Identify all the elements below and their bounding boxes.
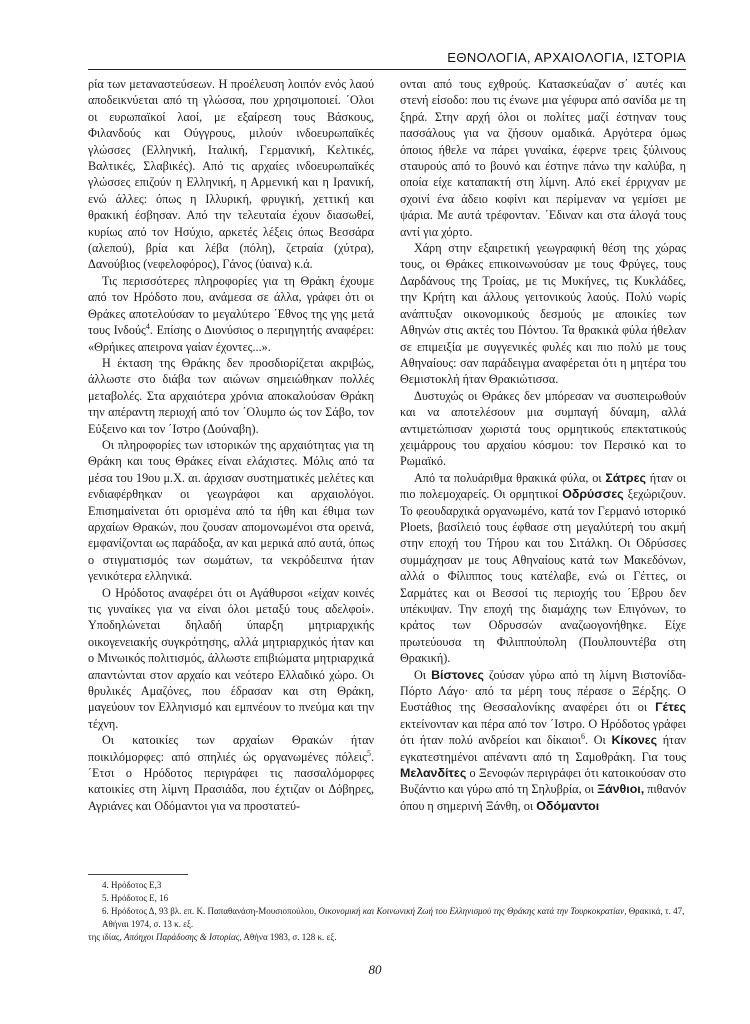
tribe-name: Μελανδίτες — [400, 766, 467, 781]
text: ξεχώριζουν. Το φεουδαρχικά οργανωμένο, κατά τον Γερμανό ιστορικό Ploets, βασίλειό τους έφθασε στη μεγαλύτερή του ακμή στην εποχή του Τήρου και του Σιτάλκη. Οι Οδρύσσες συμμάχησαν με τους Αθηναίους κατά των Μακεδόνων, αλλά ο Φίλιππος τους κατέλαβε, ενώ οι Γέττες, οι Σαρμάτες και οι Βεσσοί τις περιοχής του ΄Εβρου δεν υπέκυψαν. Την εποχή της διαμάχης των Επιγόνων, το κράτος των Οδρυσσών αναζωογονήθηκε. Είχε πρωτεύουσα τη Φιλιππούπολη (Πουλπουντέβα στη Θρακική). — [400, 487, 686, 666]
text: . ΄Ετσι ο Ηρόδοτος περιγράφει τις πασσαλόμορφες κατοικίες στη λίμνη Πρασιάδα, που έχτιζαν οι Δόβηρες, Αγριάνες και Οδόμαντοι για να προστατεύ- — [88, 749, 374, 813]
text: Τις περισσότερες πληροφορίες για τη Θράκη έχουμε από τον Ηρόδοτο που, ανάμεσα σε άλλα, γράφει ότι οι Θράκες αποτελούσαν το μεγαλύτερο ΄Εθνος της γης μετά τους Ινδούς — [88, 273, 374, 338]
text: Από τα πολυάριθμα θρακικά φύλα, οι — [414, 470, 606, 485]
tribe-name: Γέτες — [655, 700, 686, 715]
tribe-name: Σάτρες — [605, 470, 646, 485]
text: ήταν οι πιο πολεμοχαρείς. Οι ορμητικοί — [400, 470, 686, 502]
tribe-name: Ξάνθιοι, — [597, 782, 645, 797]
footnote-continuation — [88, 931, 686, 944]
right-column — [400, 76, 686, 814]
text: , Αθήνα 1983, σ. 128 κ. εξ. — [239, 932, 337, 942]
paragraph: Δυστυχώς οι Θράκες δεν μπόρεσαν να συσπειρωθούν και να αποτελέσουν μια συμπαγή δύναμη, αλλά αντιμετώπισαν χωριστά τους ορμητικούς επεκτατικούς χειμάρρους του αρχαίου κόσμου: τον Περσικό και το Ρωμαϊκό. — [400, 388, 686, 469]
tribe-name: Βίστονες — [431, 667, 484, 682]
cited-title: Απόηχοι Παράδοσης & Ιστορίας — [124, 932, 240, 942]
paragraph: Χάρη στην εξαιρετική γεωγραφική θέση της χώρας τους, οι Θράκες επικοινωνούσαν με τους Φρύγες, τους Δαρδάνους της Τροίας, με τις Μυκήνες, τις Κυκλάδες, την Κρήτη και άλλους γειτονικούς λαούς. Πολύ νωρίς ανάπτυξαν οικονομικούς δεσμούς με αποικίες των Αθηνών στις ακτές του Πόντου. Τα θρακικά φύλα ήθελαν σε επιμειξία με συγγενικές φυλές και πιο πολύ με τους Αθηναίους: σαν παράδειγμα αναφέρεται ότι η μητέρα του Θεμιστοκλή ήταν Θρακιώτισσα. — [400, 241, 686, 387]
footnote-rule — [88, 874, 188, 875]
paragraph: ονται από τους εχθρούς. Κατασκεύαζαν σ΄ αυτές και στενή είσοδο: που τις ένωνε μια γέφυρα από σανίδα με τη ξηρά. Στην αρχή όλοι οι πολίτες μαζί έστηναν τους πασσάλους για να ζήσουν ομαδικά. Αργότερα όμως όποιος ήθελε να πάρει γυναίκα, έφερνε τρεις ξύλινους σταυρούς από το βουνό και έστηνε πάνω την καλύβα, η οποία είχε καταπακτή στη λίμνη. Από εκεί έρριχναν με σχοινί ένα άδειο κοφίνι και περίμεναν να γεμίσει με ψάρια. Με αυτά τρέφονταν. ΄Εδιναν και στα άλογά τους αντί για χόρτο. — [400, 77, 686, 239]
tribe-name: Οδρύσσες — [562, 487, 624, 502]
text: της ιδίας, — [88, 932, 124, 942]
footnote-ref: 5 — [366, 748, 371, 758]
paragraph: Ο Ηρόδοτος αναφέρει ότι οι Αγάθυρσοι «είχαν κοινές τις γυναίκες για να είναι όλοι μεταξύ τους αδελφοί». Υποδηλώνεται δηλαδή ύπαρξη μητριαρχικής οικογενειακής συγκρότησης, αλλά μητριαρχικός ήταν και ο Μινωικός πολιτισμός, άλλωστε επιβιώματα μητριαρχικά απαντώνται στον αρχαίο και νεότερο Ελλαδικό χώρο. Οι θρυλικές Αμαζόνες, που έδρασαν και στη Θράκη, μαγεύουν τον Ελληνισμό και εμπνέουν το πνεύμα και την τέχνη. — [88, 585, 374, 731]
text: ζούσαν γύρω από τη λίμνη Βιστονίδα-Πόρτο Λάγο· από τα μέρη τους πέρασε ο Ξέρξης. Ο Ευστάθιος της Θεσσαλονίκης αναφέρει ότι οι — [400, 667, 686, 715]
paragraph — [400, 667, 686, 815]
text: πιθανόν όπου η σημερινή Ξάνθη, οι — [400, 782, 686, 813]
footnote — [88, 905, 686, 931]
paragraph: Η έκταση της Θράκης δεν προσδιορίζεται ακριβώς, άλλωστε στο διάβα των αιώνων σημειώθηκαν πολλές μεταβολές. Στα αρχαιότερα χρόνια αποκαλούσαν Θράκη την απέραντη περιοχή από τον ΄Ολυμπο ώς τον Σάβο, τον Εύξεινο και τον ΄Ιστρο (Δούναβη). — [88, 355, 374, 436]
footnote: 4. Ηρόδοτος Ε,3 — [102, 880, 162, 890]
text: 6. Ηρόδοτος Δ, 93 βλ. επ. Κ. Παπαθανάση-Μουσιοπούλου, — [102, 906, 319, 916]
running-header: ΕΘΝΟΛΟΓΙΑ, ΑΡΧΑΙΟΛΟΓΙΑ, ΙΣΤΟΡΙΑ — [447, 50, 686, 65]
text: , Θρακικά, τ. 47, Αθήναι 1974, σ. 13 κ. εξ. — [102, 906, 685, 929]
footnote-ref: 4 — [145, 322, 150, 332]
text: . Επίσης ο Διονύσιος ο περιηγητής αναφέρει: «Θρήικες απειρονα γαίαν έχοντες...». — [88, 323, 375, 354]
paragraph: Οι πληροφορίες των ιστορικών της αρχαιότητας για τη Θράκη και τους Θράκες είναι ελάχιστες. Μόλις από τα μέσα του 19ου μ.Χ. αι. άρχισαν συστηματικές μελέτες και ενδιαφέρθηκαν οι γεωγράφοι και αρχαιολόγοι. Επισημαίνεται ότι ορισμένα από τα ήθη και έθιμα των αρχαίων Θρακών, που ζουσαν απομονωμένοι στα ορεινά, εμφανίζονται ως παράδοξα, αν και μερικά από αυτά, όπως ο στιγματισμός των σωμάτων, τα νεκρόδειπνα ήταν γενικότερα ελληνικά. — [88, 437, 374, 584]
paragraph — [88, 732, 374, 814]
text: εκτείνονταν και πέρα από τον ΄Ιστρο. Ο Ηρόδοτος γράφει ότι ήταν πολύ ανδρείοι και δίκαιοι — [400, 716, 686, 748]
text: ο Ξενοφών περιγράφει ότι κατοικούσαν στο Βυζάντιο και γύρω από τη Σηλυβρία, οι — [400, 766, 686, 797]
tribe-name: Οδόμαντοι — [536, 798, 600, 813]
text: ήταν εγκατεστημένοι απέναντι από τη Σαμοθράκη. Για τους — [400, 733, 686, 764]
footnote: 5. Ηρόδοτος Ε, 16 — [102, 893, 169, 903]
tribe-name: Κίκονες — [611, 733, 658, 748]
text: Οι κατοικίες των αρχαίων Θρακών ήταν ποικιλόμορφες: από σπηλιές ώς οργανωμένες πόλεις — [88, 733, 374, 764]
footnotes — [88, 879, 686, 944]
header-rule — [88, 69, 686, 70]
cited-title: Οικονομική και Κοινωνική Ζωή του Ελληνισμού της Θράκης κατά την Τουρκοκρατίαν — [318, 906, 625, 916]
paragraph: ρία των μεταναστεύσεων. Η προέλευση λοιπόν ενός λαού αποδεικνύεται από τη γλώσσα, που χρησιμοποιεί. ΄Ολοι οι ευρωπαϊκοί λαοί, με εξαίρεση τους Βάσκους, Φιλανδούς και Ούγγρους, μιλούν ινδοευρωπαϊκές γλώσσες (Ελληνική, Ιταλική, Γερμανική, Κελτικές, Βαλτικές, Σλαβικές). Από τις αρχαίες ινδοευρωπαϊκές γλώσσες επιζούν η Ελληνική, η Αρμενική και η Ιρανική, ενώ άλλες: όπως η Ιλλυρική, φρυγική, χεττική και θρακική έσβησαν. Από την τελευταία έχουν διασωθεί, κυρίως από τον Ησύχιο, αρκετές λέξεις όπως Βεσσάρα (αλεπού), βρία και λέβα (πόλη), ζετραία (χύτρα), Δανούβιος (νεφελοφόρος), Γάνος (ύαινα) κ.ά. — [88, 77, 374, 272]
footnote-ref: 6 — [581, 732, 585, 742]
paragraph — [88, 273, 374, 355]
left-column — [88, 76, 374, 814]
text: Οι — [414, 667, 432, 682]
page-number: 80 — [368, 962, 382, 977]
text: . Οι — [585, 733, 612, 748]
paragraph — [400, 470, 686, 667]
